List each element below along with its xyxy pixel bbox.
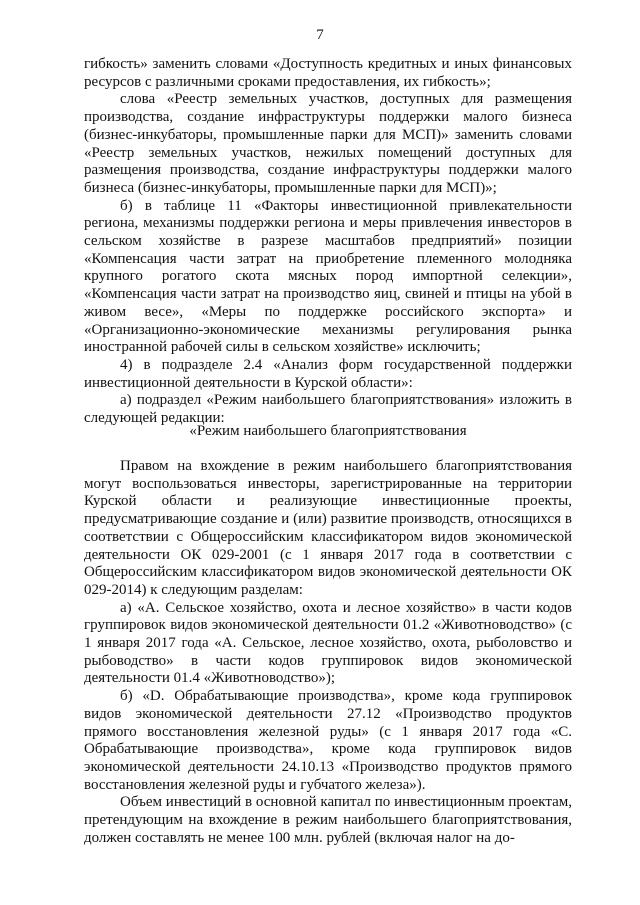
section-heading: «Режим наибольшего благоприятствования — [189, 423, 467, 439]
paragraph: гибкость» заменить словами «Доступность кредитных и иных финансовых ресурсов с различными сроками предоставления, их гибкость»; — [84, 56, 572, 90]
paragraph: Объем инвестиций в основной капитал по инвестиционным проектам, претендующим на вхождение в режим наибольшего благоприятствования, должен составлять не менее 100 млн. рублей (включая налог на до- — [84, 794, 572, 846]
paragraph: б) «D. Обрабатывающие производства», кроме кода группировок видов экономической деятельности 27.12 «Производство продуктов прямого восстановления железной руды» (с 1 января 2017 года «С. Обрабатывающие производства», кроме кода группировок видов экономической деятельности 24.10.13 «Производство продуктов прямого восстановления железной руды и губчатого железа»). — [84, 688, 572, 793]
text-block-bottom — [84, 458, 572, 847]
paragraph: б) в таблице 11 «Факторы инвестиционной привлекательности региона, механизмы поддержки региона и меры привлечения инвесторов в сельском хозяйстве в разрезе масштабов предприятий» позиции «Компенсация части затрат на приобретение племенного молодняка крупного рогатого скота мясных пород импортной селекции», «Компенсация части затрат на производство яиц, свиней и птицы на убой в живом весе», «Меры по поддержке российского экспорта» и «Организационно-экономические механизмы регулирования рынка иностранной рабочей силы в сельском хозяйстве» исключить; — [84, 197, 572, 356]
paragraph: а) «А. Сельское хозяйство, охота и лесное хозяйство» в части кодов группировок видов экономической деятельности 01.2 «Животноводство» (с 1 января 2017 года «А. Сельское, лесное хозяйство, охота, рыболовство и рыбоводство» в части кодов группировок видов экономической деятельности 01.4 «Животноводство»); — [84, 599, 572, 687]
page-number: 7 — [316, 27, 324, 43]
paragraph: а) подраздел «Режим наибольшего благоприятствования» изложить в следующей редакции: — [84, 392, 572, 427]
paragraph: Правом на вхождение в режим наибольшего благоприятствования могут воспользоваться инвесторы, зарегистрированные на территории Курской области и реализующие инвестиционные проекты, предусматривающие создание и (или) развитие производств, относящихся в соответствии с Общероссийским классификатором видов экономической деятельности ОК 029-2001 (с 1 января 2017 года в соответствии с Общероссийским классификатором видов экономической деятельности ОК 029-2014) к следующим разделам: — [84, 458, 572, 598]
paragraph: слова «Реестр земельных участков, доступных для размещения производства, создание инфраструктуры поддержки малого бизнеса (бизнес-инкубаторы, промышленные парки для МСП)» заменить словами «Реестр земельных участков, нежилых помещений доступных для размещения производства, создание инфраструктуры поддержки малого бизнеса (бизнес-инкубаторы, промышленные парки для МСП)»; — [84, 91, 572, 196]
text-block-top — [84, 56, 572, 428]
paragraph: 4) в подразделе 2.4 «Анализ форм государственной поддержки инвестиционной деятельности в Курской области»: — [84, 356, 572, 391]
